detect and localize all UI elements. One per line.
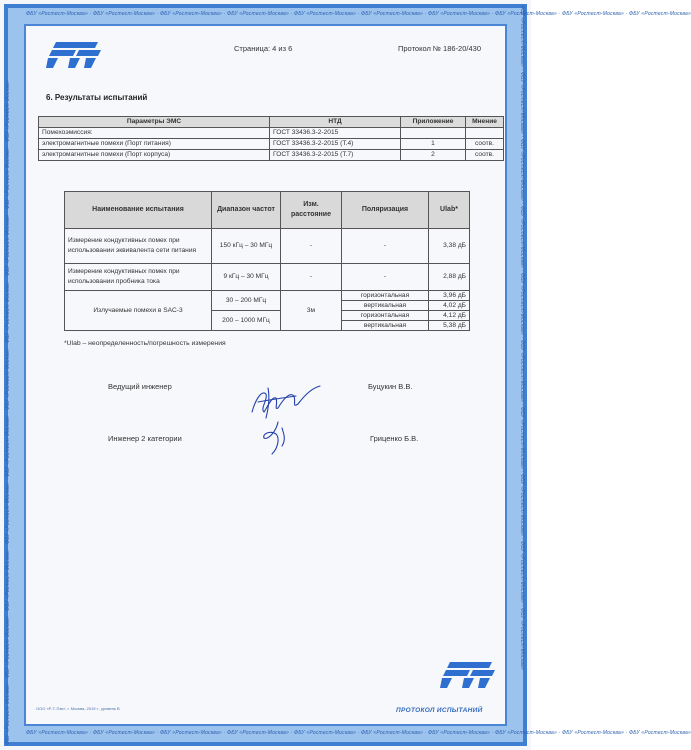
table2-header: Поляризация — [342, 192, 429, 229]
table-cell: ГОСТ 33436.3-2-2015 (Т.7) — [270, 150, 401, 161]
table-cell: - — [281, 264, 342, 291]
table1-header: Параметры ЭМС — [39, 117, 270, 128]
footer-printer-info: ООО «Р-Т-Пэк», г. Москва, 2019 г., уровень В — [36, 706, 120, 711]
table-cell — [466, 128, 504, 139]
table-cell: - — [281, 229, 342, 264]
border-text-left: ФБУ «Ростест-Москва» · ФБУ «Ростест-Москва» · ФБУ «Ростест-Москва» · ФБУ «Ростест-Москва» · ФБУ «Ростест-Москва» · ФБУ «Ростест-Москва» · ФБУ «Ростест-Москва» · ФБУ «Ростест-Москва» · ФБУ «Ростест-Москва» · ФБУ «Ростест-Москва» — [5, 79, 11, 745]
table-cell: 30 – 200 МГц — [212, 291, 281, 311]
table-row — [65, 264, 470, 291]
table-cell: Измерение кондуктивных помех при использовании эквивалента сети питания — [65, 229, 212, 264]
table-cell: ГОСТ 33436.3-2-2015 (Т.4) — [270, 139, 401, 150]
table-cell: 3,96 дБ — [429, 291, 470, 301]
protocol-number: Протокол № 186-20/430 — [398, 44, 482, 53]
engineer-name: Гриценко Б.В. — [370, 434, 419, 443]
lead-engineer-name: Буцукин В.В. — [368, 382, 413, 391]
table1-header: Приложение — [401, 117, 466, 128]
lead-engineer-title: Ведущий инженер — [108, 382, 172, 391]
table-row — [39, 139, 504, 150]
table-cell: 5,38 дБ — [429, 321, 470, 331]
border-text-top: ФБУ «Ростест-Москва» · ФБУ «Ростест-Москва» · ФБУ «Ростест-Москва» · ФБУ «Ростест-Москва» · ФБУ «Ростест-Москва» · ФБУ «Ростест-Москва» · ФБУ «Ростест-Москва» · ФБУ «Ростест-Москва» · ФБУ «Ростест-Москва» · ФБУ «Ростест-Москва» — [26, 11, 691, 17]
table-cell: 4,02 дБ — [429, 301, 470, 311]
border-text-bottom: ФБУ «Ростест-Москва» · ФБУ «Ростест-Москва» · ФБУ «Ростест-Москва» · ФБУ «Ростест-Москва» · ФБУ «Ростест-Москва» · ФБУ «Ростест-Москва» · ФБУ «Ростест-Москва» · ФБУ «Ростест-Москва» · ФБУ «Ростест-Москва» · ФБУ «Ростест-Москва» — [26, 730, 691, 736]
table-row — [39, 150, 504, 161]
handwritten-signature-icon — [238, 378, 330, 460]
table2-header: Изм. расстояние — [281, 192, 342, 229]
table-cell: соотв. — [466, 139, 504, 150]
table-cell: 200 – 1000 МГц — [212, 311, 281, 331]
table-cell: электромагнитные помехи (Порт питания) — [39, 139, 270, 150]
table-cell: - — [342, 229, 429, 264]
table-cell: горизонтальная — [342, 291, 429, 301]
footer-protocol-label: ПРОТОКОЛ ИСПЫТАНИЙ — [396, 707, 483, 714]
table-cell: 9 кГц – 30 МГц — [212, 264, 281, 291]
table-cell: горизонтальная — [342, 311, 429, 321]
test-results-table — [64, 191, 470, 331]
table-cell — [401, 128, 466, 139]
page-number: Страница: 4 из 6 — [234, 44, 293, 53]
border-text-right: ФБУ «Ростест-Москва» · ФБУ «Ростест-Москва» · ФБУ «Ростест-Москва» · ФБУ «Ростест-Москва» · ФБУ «Ростест-Москва» · ФБУ «Ростест-Москва» · ФБУ «Ростест-Москва» · ФБУ «Ростест-Москва» · ФБУ «Ростест-Москва» · ФБУ «Ростест-Москва» — [519, 5, 525, 671]
table-cell: электромагнитные помехи (Порт корпуса) — [39, 150, 270, 161]
table2-header: Диапазон частот — [212, 192, 281, 229]
table1-header: НТД — [270, 117, 401, 128]
table-cell: 3м — [281, 291, 342, 331]
table-cell: вертикальная — [342, 301, 429, 311]
table2-header: Ulab* — [429, 192, 470, 229]
footnote: *Ulab – неопределенность/погрешность измерения — [64, 340, 226, 347]
table-cell: 2 — [401, 150, 466, 161]
table1-header: Мнение — [466, 117, 504, 128]
table-row — [65, 291, 470, 301]
table-cell: 1 — [401, 139, 466, 150]
table-cell: 150 кГц – 30 МГц — [212, 229, 281, 264]
table-cell: 4,12 дБ — [429, 311, 470, 321]
table-cell: Излучаемые помехи в SAC-3 — [65, 291, 212, 331]
table-cell: вертикальная — [342, 321, 429, 331]
engineer-title: Инженер 2 категории — [108, 434, 182, 443]
table-cell: 2,88 дБ — [429, 264, 470, 291]
table-row — [39, 128, 504, 139]
emc-parameters-table — [38, 116, 504, 161]
rostest-logo-icon — [440, 660, 496, 690]
table-cell: ГОСТ 33436.3-2-2015 — [270, 128, 401, 139]
table-cell: 3,38 дБ — [429, 229, 470, 264]
table-cell: Измерение кондуктивных помех при использовании пробника тока — [65, 264, 212, 291]
rostest-logo-icon — [46, 40, 102, 70]
table-cell: соотв. — [466, 150, 504, 161]
table-cell: - — [342, 264, 429, 291]
section-title: 6. Результаты испытаний — [46, 93, 148, 102]
table2-header: Наименование испытания — [65, 192, 212, 229]
table-cell: Помехоэмиссия: — [39, 128, 270, 139]
table-row — [65, 229, 470, 264]
